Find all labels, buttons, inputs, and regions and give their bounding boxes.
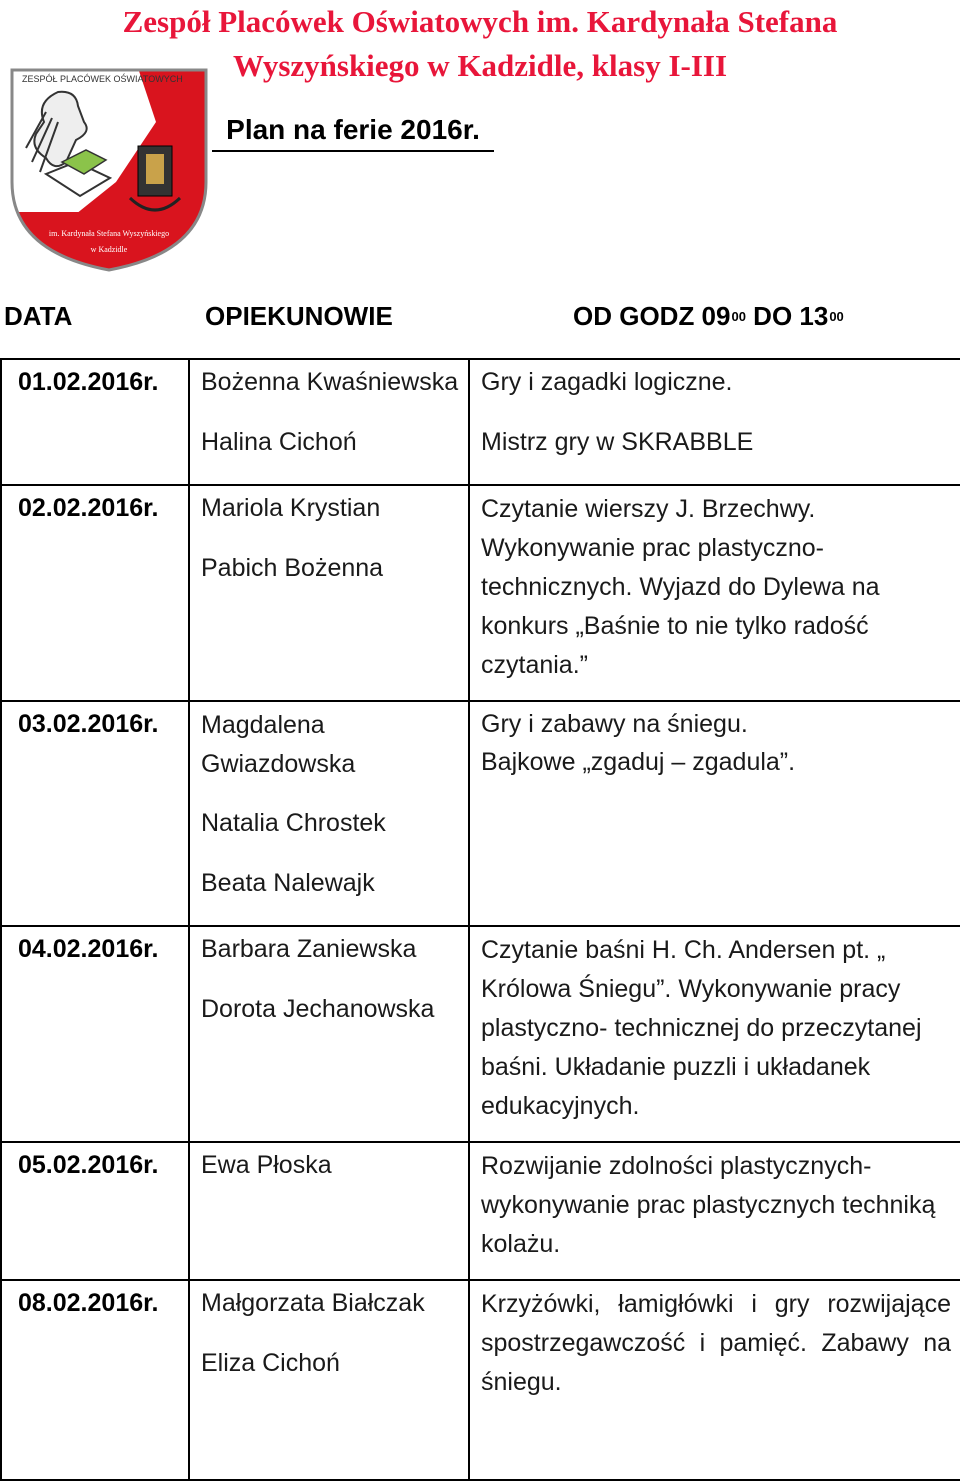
activity-description: Czytanie baśni H. Ch. Andersen pt. „ Królowa Śniegu”. Wykonywanie pracy plastyczno- technicznej do przeczytanej baśni. Układanie puzzli i układanek edukacyjnych. bbox=[481, 936, 922, 1120]
caretaker-name: Beata Nalewajk bbox=[201, 869, 375, 897]
schedule-table bbox=[0, 358, 960, 1481]
column-header-date: DATA bbox=[4, 301, 73, 331]
activity-description: Gry i zagadki logiczne. bbox=[481, 368, 733, 396]
table-row bbox=[1, 1280, 960, 1480]
caretaker-name: Bożenna Kwaśniewska bbox=[201, 368, 459, 396]
activity-description: Bajkowe „zgaduj – zgadula”. bbox=[481, 748, 796, 776]
column-header-hours: OD GODZ $09^{00}$ DO $13^{00}$ bbox=[573, 301, 844, 331]
caretaker-name: Dorota Jechanowska bbox=[201, 995, 435, 1023]
caretaker-name: Pabich Bożenna bbox=[201, 554, 384, 582]
title-line-1: Zespół Placówek Oświatowych im. Kardynała Stefana bbox=[122, 4, 838, 39]
logo-text-top: ZESPÓŁ PLACÓWEK OŚWIATOWYCH bbox=[22, 74, 183, 84]
row-date: 08.02.2016r. bbox=[18, 1289, 159, 1317]
table-row bbox=[1, 485, 960, 701]
row-date: 03.02.2016r. bbox=[18, 710, 159, 738]
table-row bbox=[1, 926, 960, 1142]
activity-description: Rozwijanie zdolności plastycznych- wykonywanie prac plastycznych techniką kolażu. bbox=[481, 1152, 936, 1258]
activity-description: Gry i zabawy na śniegu. bbox=[481, 710, 748, 738]
caretaker-name: Ewa Płoska bbox=[201, 1151, 332, 1179]
row-date: 05.02.2016r. bbox=[18, 1151, 159, 1179]
caretaker-name: Magdalena Gwiazdowska bbox=[201, 711, 356, 778]
logo-text-bottom-1: im. Kardynała Stefana Wyszyńskiego bbox=[48, 229, 170, 238]
caretaker-name: Barbara Zaniewska bbox=[201, 935, 417, 963]
plan-subtitle: Plan na ferie 2016r. bbox=[212, 110, 494, 152]
activity-description: Krzyżówki, łamigłówki i gry rozwijające spostrzegawczość i pamięć. Zabawy na śniegu. bbox=[481, 1290, 951, 1396]
title-line-2: Wyszyńskiego w Kadzidle, klasy I-III bbox=[232, 48, 728, 83]
logo-text-bottom-2: w Kadzidle bbox=[90, 245, 128, 254]
activity-description: Mistrz gry w SKRABBLE bbox=[481, 428, 754, 456]
row-date: 02.02.2016r. bbox=[18, 494, 159, 522]
caretaker-name: Eliza Cichoń bbox=[201, 1349, 340, 1377]
table-row bbox=[1, 1142, 960, 1280]
school-crest-logo bbox=[6, 62, 210, 274]
caretaker-name: Małgorzata Białczak bbox=[201, 1289, 425, 1317]
caretaker-name: Mariola Krystian bbox=[201, 494, 381, 522]
activity-description: Czytanie wierszy J. Brzechwy. Wykonywanie prac plastyczno-technicznych. Wyjazd do Dylewa na konkurs „Baśnie to nie tylko radość czytania.” bbox=[481, 495, 880, 679]
caretaker-name: Natalia Chrostek bbox=[201, 809, 386, 837]
table-row bbox=[1, 359, 960, 485]
row-date: 04.02.2016r. bbox=[18, 935, 159, 963]
table-row bbox=[1, 701, 960, 926]
caretaker-name: Halina Cichoń bbox=[201, 428, 357, 456]
column-header-caretakers: OPIEKUNOWIE bbox=[205, 301, 393, 331]
row-date: 01.02.2016r. bbox=[18, 368, 159, 396]
